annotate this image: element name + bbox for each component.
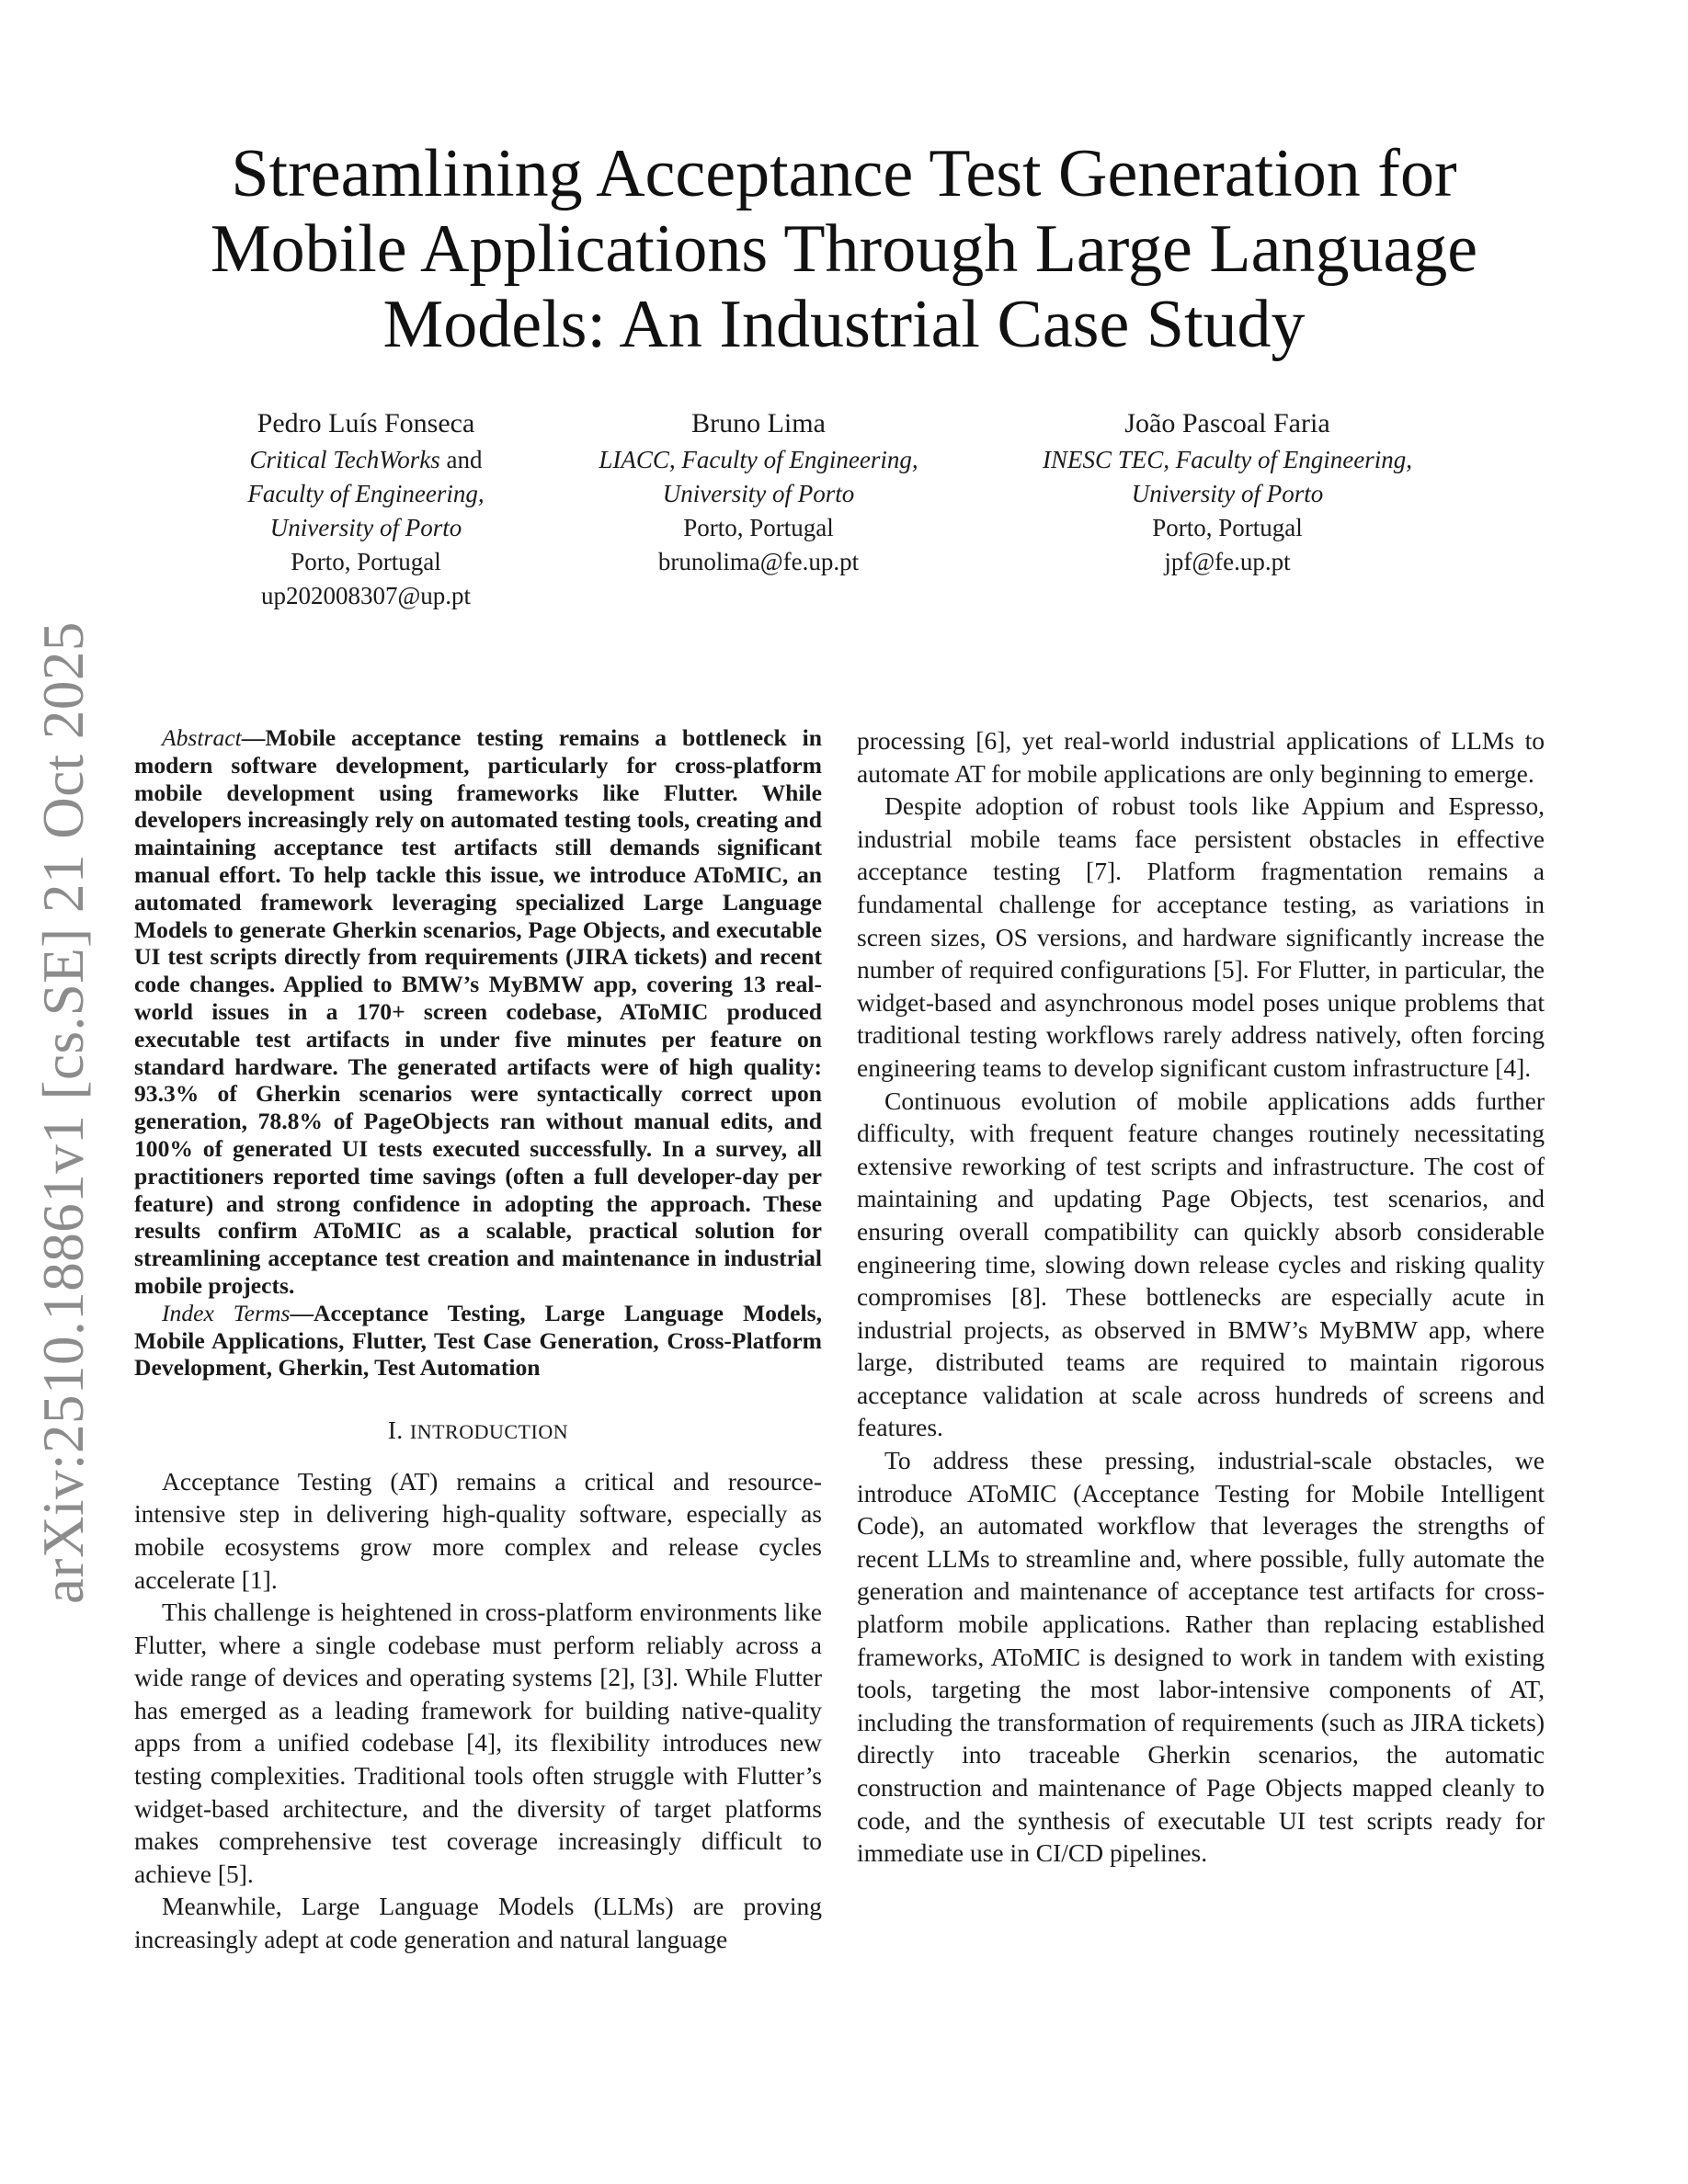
right-column bbox=[857, 724, 1545, 1870]
abstract bbox=[134, 724, 822, 1300]
affiliation-and: and bbox=[439, 446, 483, 473]
arxiv-identifier: arXiv:2510.18861v1 [cs.SE] 21 Oct 2025 bbox=[30, 620, 96, 1604]
author-3 bbox=[988, 404, 1466, 579]
body-paragraph-continued: processing [6], yet real-world industrial applications of LLMs to automate AT for mobile applications are only beginning to emerge. bbox=[857, 726, 1545, 788]
author-affiliation: Faculty of Engineering, bbox=[247, 480, 485, 507]
body-paragraph: Despite adoption of robust tools like Appium and Espresso, industrial mobile teams face persistent obstacles in effective acceptance testing [7]. Platform fragmentation remains a fundamental challenge for acceptance testing, as variations in screen sizes, OS versions, and hardware significantly increase the number of required configurations [5]. For Flutter, in particular, the widget-based and asynchronous model poses unique problems that traditional testing workflows rarely address natively, often forcing engineering teams to develop significant custom infrastructure [4]. bbox=[857, 791, 1545, 1082]
index-terms-label: Index Terms bbox=[162, 1299, 291, 1326]
author-location: Porto, Portugal bbox=[1152, 514, 1303, 541]
body-paragraph: This challenge is heightened in cross-platform environments like Flutter, where a single codebase must perform reliably across a wide range of devices and operating systems [2], [3]. While Flutter has emerged as a leading framework for building native-quality apps from a unified codebase [4], its flexibility introduces new testing complexities. Traditional tools often struggle with Flutter’s widget-based architecture, and the diversity of target platforms makes comprehensive test coverage increasingly difficult to achieve [5]. bbox=[134, 1598, 822, 1888]
author-affiliation: University of Porto bbox=[269, 514, 462, 541]
author-name: João Pascoal Faria bbox=[1124, 408, 1330, 438]
author-2 bbox=[519, 404, 998, 579]
author-location: Porto, Portugal bbox=[291, 548, 441, 575]
author-affiliation: INESC TEC, Faculty of Engineering, bbox=[1043, 446, 1412, 473]
author-email: jpf@fe.up.pt bbox=[1164, 548, 1291, 575]
author-block bbox=[0, 404, 1688, 625]
index-terms-text: Acceptance Testing, Large Language Models, Mobile Applications, Flutter, Test Case Generation, Cross-Platform Development, Gherkin, Test Automation bbox=[134, 1299, 822, 1382]
author-email: brunolima@fe.up.pt bbox=[657, 548, 860, 575]
author-affiliation: University of Porto bbox=[1131, 480, 1324, 507]
paper-title: Streamlining Acceptance Test Generation for Mobile Applications Through Large Language Models: An Industrial Case Study bbox=[210, 136, 1478, 362]
section-heading-introduction bbox=[134, 1415, 822, 1449]
abstract-dash: — bbox=[241, 724, 266, 751]
section-title: INTRODUCTION bbox=[409, 1420, 569, 1444]
author-affiliation: University of Porto bbox=[662, 480, 855, 507]
section-number: I. bbox=[387, 1416, 404, 1445]
author-affiliation: LIACC, Faculty of Engineering, bbox=[599, 446, 918, 473]
author-email: up202008307@up.pt bbox=[260, 582, 472, 609]
author-location: Porto, Portugal bbox=[683, 514, 834, 541]
affiliation-company: Critical TechWorks bbox=[249, 446, 440, 473]
abstract-label: Abstract bbox=[162, 724, 242, 751]
body-paragraph: Continuous evolution of mobile applications adds further difficulty, with frequent feature changes routinely necessitating extensive reworking of test scripts and infrastructure. The cost of maintaining and updating Page Objects, test scenarios, and ensuring overall compatibility can quickly absorb considerable engineering time, slowing down release cycles and risking quality compromises [8]. These bottlenecks are especially acute in industrial projects, as observed in BMW’s MyBMW app, where large, distributed teams are required to maintain rigorous acceptance validation at scale across hundreds of screens and features. bbox=[857, 1086, 1545, 1442]
author-name: Bruno Lima bbox=[691, 408, 826, 438]
author-name: Pedro Luís Fonseca bbox=[257, 408, 475, 438]
left-column bbox=[134, 724, 822, 1956]
abstract-text: Mobile acceptance testing remains a bottleneck in modern software development, particularly for cross-platform mobile development using frameworks like Flutter. While developers increasingly rely on automated testing tools, creating and maintaining acceptance test artifacts still demands significant manual effort. To help tackle this issue, we introduce AToMIC, an automated framework leveraging specialized Large Language Models to generate Gherkin scenarios, Page Objects, and executable UI test scripts directly from requirements (JIRA tickets) and recent code changes. Applied to BMW’s MyBMW app, covering 13 real-world issues in a 170+ screen codebase, AToMIC produced executable test artifacts in under five minutes per feature on standard hardware. The generated artifacts were of high quality: 93.3% of Gherkin scenarios were syntactically correct upon generation, 78.8% of PageObjects ran without manual edits, and 100% of generated UI tests executed successfully. In a survey, all practitioners reported time savings (often a full developer-day per feature) and strong confidence in adopting the approach. These results confirm AToMIC as a scalable, practical solution for streamlining acceptance test creation and maintenance in industrial mobile projects. bbox=[134, 724, 822, 1299]
index-terms-dash: — bbox=[290, 1299, 314, 1326]
body-paragraph: To address these pressing, industrial-scale obstacles, we introduce AToMIC (Acceptance Testing for Mobile Intelligent Code), an automated workflow that leverages the strengths of recent LLMs to streamline and, where possible, fully automate the generation and maintenance of acceptance test artifacts for cross-platform mobile applications. Rather than replacing established frameworks, AToMIC is designed to work in tandem with existing tools, targeting the most labor-intensive components of AT, including the transformation of requirements (such as JIRA tickets) directly into traceable Gherkin scenarios, the automatic construction and maintenance of Page Objects mapped cleanly to code, and the synthesis of executable UI test scripts ready for immediate use in CI/CD pipelines. bbox=[857, 1446, 1545, 1868]
index-terms bbox=[134, 1300, 822, 1382]
body-paragraph: Meanwhile, Large Language Models (LLMs) are proving increasingly adept at code generation and natural language bbox=[134, 1892, 822, 1954]
body-paragraph: Acceptance Testing (AT) remains a critical and resource-intensive step in delivering high-quality software, especially as mobile ecosystems grow more complex and release cycles accelerate [1]. bbox=[134, 1466, 822, 1594]
arxiv-stamp bbox=[13, 620, 114, 1604]
